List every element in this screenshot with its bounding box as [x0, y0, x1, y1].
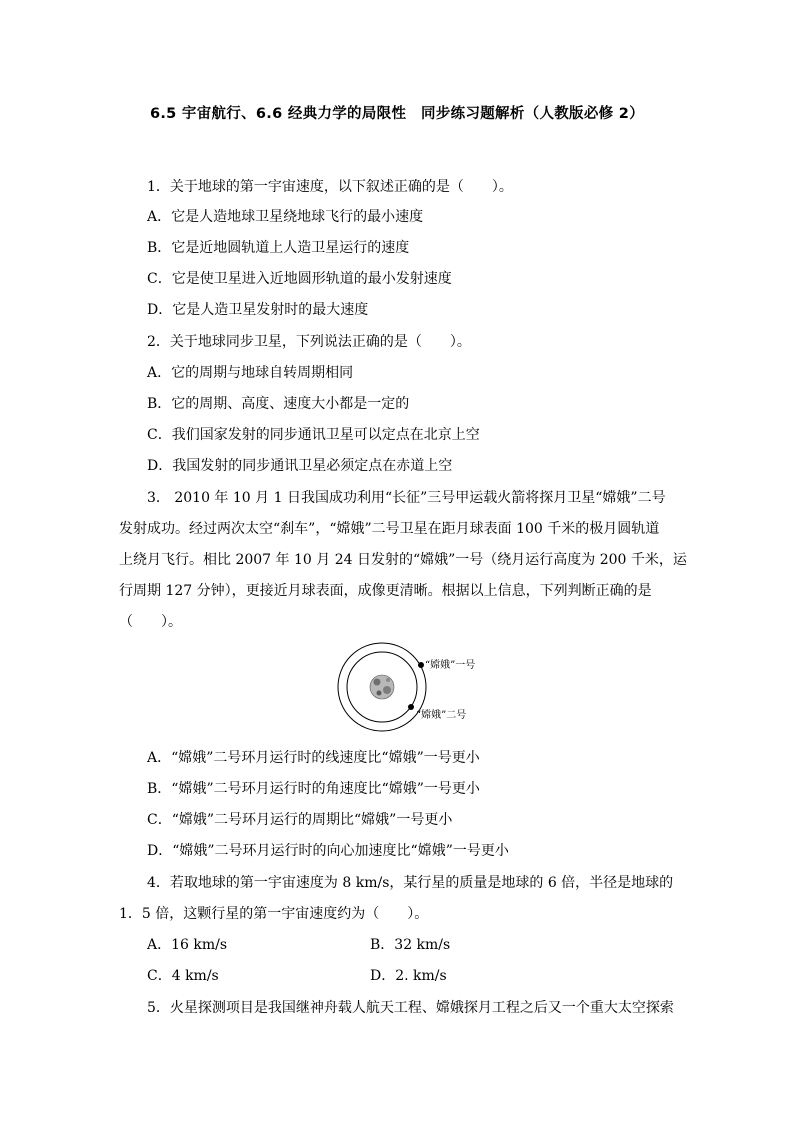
q4-option-a: A．16 km/s	[147, 937, 228, 953]
q4-text-line-2: 1．5 倍，这颗行星的第一宇宙速度约为（ ）。	[119, 906, 429, 922]
q4-option-c: C．4 km/s	[147, 968, 219, 984]
moon-icon	[370, 675, 394, 699]
q2-option-a: A．它的周期与地球自转周期相同	[147, 365, 354, 381]
q1-stem: 1．关于地球的第一宇宙速度，以下叙述正确的是（ ）。	[147, 179, 513, 195]
q2-option-d: D．我国发射的同步通讯卫星必须定点在赤道上空	[147, 458, 453, 474]
satellite-chang-e-2	[408, 704, 414, 710]
label-chang-e-1: “嫦娥”一号	[425, 660, 476, 671]
q2-option-c: C．我们国家发射的同步通讯卫星可以定点在北京上空	[147, 427, 480, 443]
label-chang-e-2: “嫦娥”二号	[416, 710, 467, 721]
satellite-chang-e-1	[418, 662, 424, 668]
q2-stem: 2．关于地球同步卫星，下列说法正确的是（ ）。	[147, 334, 471, 350]
q2-option-b: B．它的周期、高度、速度大小都是一定的	[147, 396, 410, 412]
q3-text-line-4: 行周期 127 分钟），更接近月球表面，成像更清晰。根据以上信息，下列判断正确的是	[119, 583, 652, 599]
q4-text-line-1: 4．若取地球的第一宇宙速度为 8 km/s，某行星的质量是地球的 6 倍，半径是地球的	[147, 875, 674, 891]
q1-option-a: A．它是人造地球卫星绕地球飞行的最小速度	[147, 209, 424, 225]
q3-text-line-3: 上绕月飞行。相比 2007 年 10 月 24 日发射的“嫦娥”一号（绕月运行高度为 200 千米，运	[119, 552, 687, 568]
q3-text-line-2: 发射成功。经过两次太空“刹车”，“嫦娥”二号卫星在距月球表面 100 千米的极月圆轨道	[119, 521, 660, 537]
q4-option-d: D．2. km/s	[370, 968, 447, 984]
q3-option-b: B．“嫦娥”二号环月运行时的角速度比“嫦娥”一号更小	[147, 781, 480, 797]
q1-option-b: B．它是近地圆轨道上人造卫星运行的速度	[147, 240, 410, 256]
orbit-diagram	[330, 640, 500, 735]
q3-option-a: A．“嫦娥”二号环月运行时的线速度比“嫦娥”一号更小	[147, 750, 480, 766]
q1-option-c: C．它是使卫星进入近地圆形轨道的最小发射速度	[147, 271, 452, 287]
q3-option-d: D．“嫦娥”二号环月运行时的向心加速度比“嫦娥”一号更小	[147, 843, 509, 859]
page-title: 6.5 宇宙航行、6.6 经典力学的局限性 同步练习题解析（人教版必修 2）	[149, 106, 644, 122]
q3-text-line-1: 3． 2010 年 10 月 1 日我国成功利用“长征”三号甲运载火箭将探月卫星“嫦娥”二号	[147, 490, 666, 506]
q4-option-b: B．32 km/s	[370, 937, 451, 953]
q1-option-d: D．它是人造卫星发射时的最大速度	[147, 302, 369, 318]
q3-text-line-5: （ ）。	[119, 614, 182, 630]
q5-text-line-1: 5．火星探测项目是我国继神舟载人航天工程、嫦娥探月工程之后又一个重大太空探索	[147, 1000, 674, 1016]
q3-option-c: C．“嫦娥”二号环月运行的周期比“嫦娥”一号更小	[147, 812, 453, 828]
